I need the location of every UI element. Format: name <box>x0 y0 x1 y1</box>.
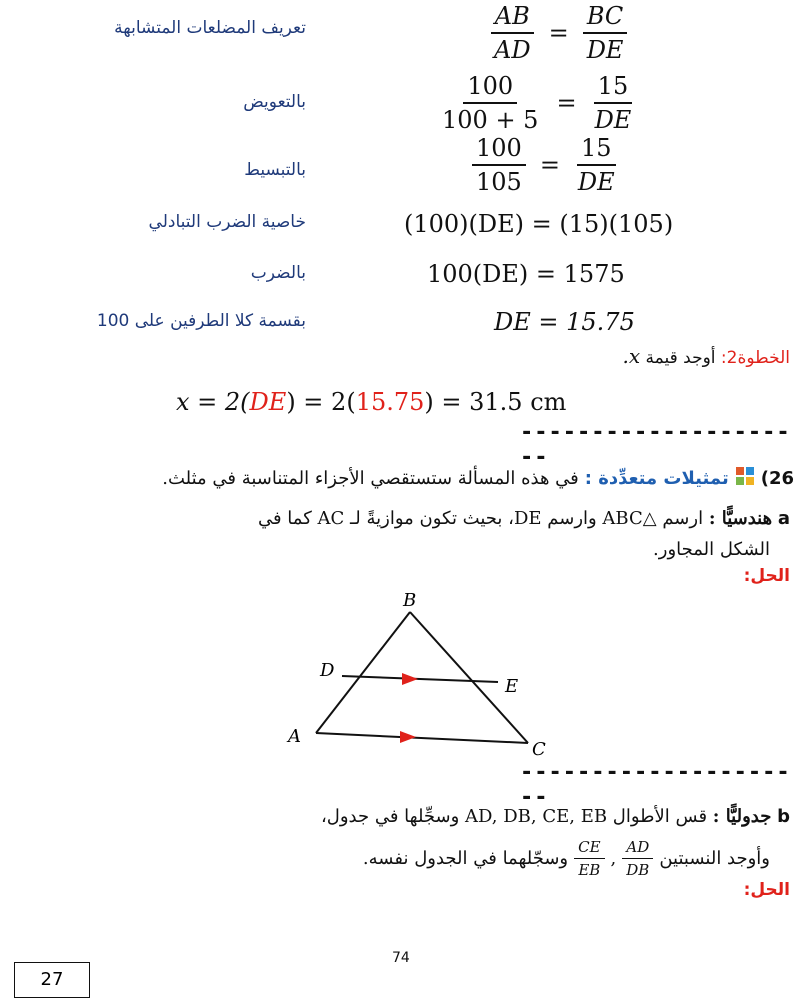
equation-multiply: 100(DE) = 1575 <box>427 260 625 288</box>
step2-line <box>623 344 791 368</box>
fraction-numerator: 15 <box>594 72 633 104</box>
question-header <box>162 466 794 491</box>
step-label-2: بالتعويض <box>243 92 306 112</box>
fraction-numerator: AB <box>491 2 534 34</box>
part-b-line1 <box>30 806 790 827</box>
equation-divide: DE = 15.75 <box>494 308 635 336</box>
step-label-4: خاصية الضرب التبادلي <box>148 212 306 232</box>
puzzle-icon <box>735 466 755 491</box>
fraction-numerator: 100 <box>463 72 517 104</box>
solution-label: الحل: <box>743 880 790 900</box>
step-label-1: تعريف المضلعات المتشابهة <box>114 18 306 38</box>
equation-simplify: $\frac{100}{105}$ = $\frac{15}{DE}$ <box>472 134 619 196</box>
de-highlight: DE <box>249 388 287 416</box>
step2-text: أوجد قيمة <box>645 348 716 368</box>
part-b-title: جدوليًّا : <box>712 806 772 827</box>
page-number: 74 <box>392 950 410 966</box>
equation-cross-multiply: (100)(DE) = (15)(105) <box>404 210 674 238</box>
ratio-ce-eb: $\frac{CE}{EB}$ <box>574 838 604 879</box>
parallel-arrow <box>400 731 416 743</box>
question-text: في هذه المسألة ستستقصي الأجزاء المتناسبة في مثلث. <box>162 468 579 489</box>
separator-line: --------------------- <box>520 420 791 470</box>
question-number: 26) <box>760 468 794 489</box>
part-a-letter: a <box>777 508 790 529</box>
part-b-text: قس الأطوال AD, DB, CE, EB وسجِّلها في جدول، <box>320 806 708 827</box>
equation-substitution: $\frac{100}{100 + 5}$ = $\frac{15}{DE}$ <box>438 72 635 134</box>
separator-line: --------------------- <box>520 760 791 810</box>
step2-label: الخطوة2: <box>720 348 790 368</box>
vertex-label-b: B <box>403 590 417 611</box>
step-label-3: بالتبسيط <box>244 160 306 180</box>
step-label-5: بالضرب <box>250 263 306 283</box>
part-a-line2: الشكل المجاور. <box>653 539 770 560</box>
part-b-line2: وأوجد النسبتين $\frac{AD}{DB}$ , $\frac{CE}{EB}$ وسجّلهما في الجدول نفسه. <box>362 838 770 879</box>
triangle-diagram <box>270 590 570 770</box>
equation-definition: $\frac{AB}{AD}$ = $\frac{BC}{DE}$ <box>490 2 627 64</box>
fraction-numerator: 15 <box>577 134 616 166</box>
fraction-denominator: DE <box>586 36 624 64</box>
part-a-text: ارسم △ABC وارسم DE، بحيث تكون موازيةً لـ AC كما في <box>257 508 704 529</box>
parallel-arrow <box>402 673 418 685</box>
fraction-denominator: 105 <box>476 168 522 196</box>
ratio-ad-db: $\frac{AD}{DB}$ <box>622 838 653 879</box>
question-title: تمثيلات متعدِّدة : <box>584 468 729 489</box>
solution-label: الحل: <box>743 566 790 586</box>
vertex-label-c: C <box>532 739 546 760</box>
step2-var: x. <box>622 344 641 368</box>
fraction-denominator: 100 + 5 <box>442 106 539 134</box>
part-b-letter: b <box>777 806 790 827</box>
side-ac <box>316 733 528 743</box>
page-box: 27 <box>14 962 90 998</box>
fraction-denominator: AD <box>494 36 531 64</box>
vertex-label-d: D <box>320 660 335 681</box>
part-a-title: هندسيًّا : <box>708 508 773 529</box>
part-a-line1 <box>30 508 790 529</box>
fraction-numerator: BC <box>583 2 627 34</box>
fraction-denominator: DE <box>577 168 615 196</box>
fraction-numerator: 100 <box>472 134 526 166</box>
segment-de <box>342 676 498 682</box>
final-equation: x = 2(DE) = 2(15.75) = 31.5 cm <box>176 388 567 416</box>
fraction-denominator: DE <box>594 106 632 134</box>
vertex-label-a: A <box>288 726 301 747</box>
vertex-label-e: E <box>505 676 519 697</box>
value-highlight: 15.75 <box>355 388 425 416</box>
step-label-6: بقسمة كلا الطرفين على 100 <box>96 311 306 331</box>
